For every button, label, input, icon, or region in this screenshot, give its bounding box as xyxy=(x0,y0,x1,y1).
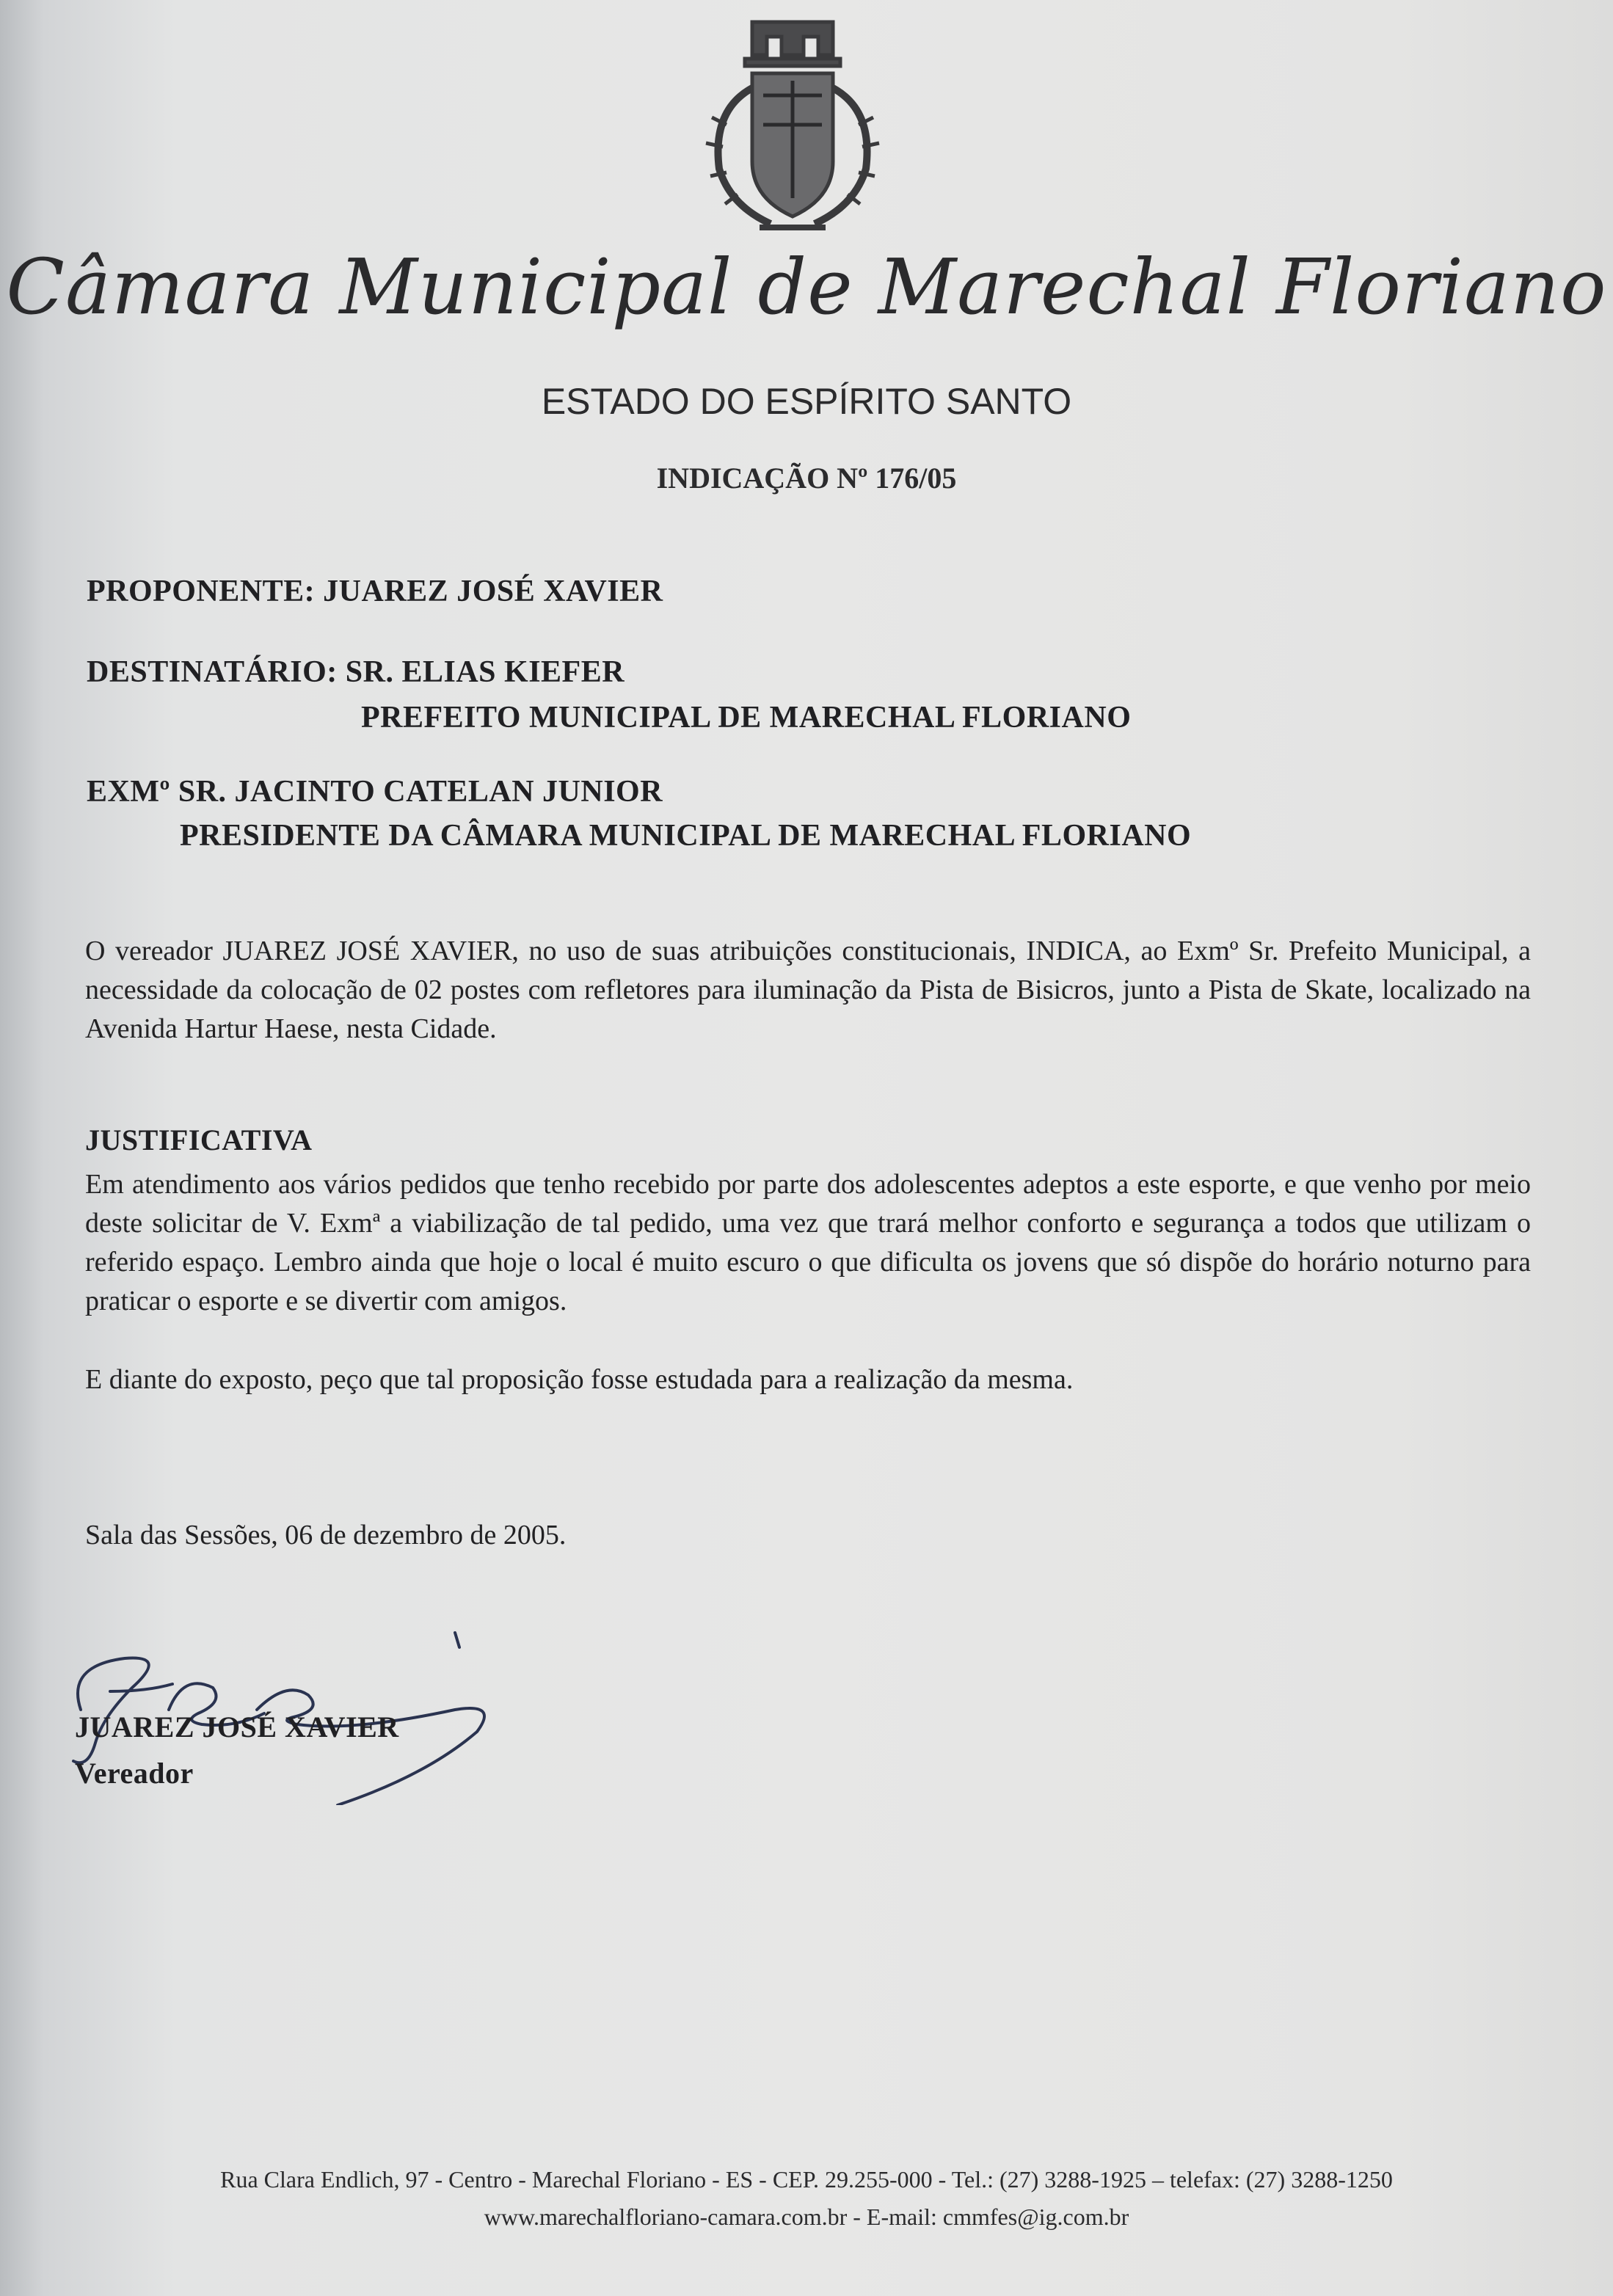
addressee-line: EXMº SR. JACINTO CATELAN JUNIOR xyxy=(87,775,663,809)
recipient-line: DESTINATÁRIO: SR. ELIAS KIEFER xyxy=(87,655,625,689)
footer-web: www.marechalfloriano-camara.com.br - E-mail: cmmfes@ig.com.br xyxy=(484,2204,1129,2230)
indication-text: O vereador JUAREZ JOSÉ XAVIER, no uso de suas atribuições constitucionais, INDICA, ao Exmº Sr. Prefeito Municipal, a necessidade da colocação de 02 postes com refletores para iluminação da Pista de Bisicros, junto a Pista de Skate, localizado na Avenida Hartur Haese, nesta Cidade. xyxy=(85,936,1531,1044)
addressee-title: PRESIDENTE DA CÂMARA MUNICIPAL DE MARECHAL FLORIANO xyxy=(180,819,1192,853)
document-number: INDICAÇÃO Nº 176/05 xyxy=(656,462,957,495)
indication-paragraph xyxy=(85,932,1531,1049)
coat-of-arms-icon xyxy=(682,15,903,249)
closing-line: E diante do exposto, peço que tal proposição fosse estudada para a realização da mesma. xyxy=(85,1364,1074,1395)
proponent-line: PROPONENTE: JUAREZ JOSÉ XAVIER xyxy=(87,575,663,608)
recipient-title: PREFEITO MUNICIPAL DE MARECHAL FLORIANO xyxy=(361,701,1132,735)
justification-body xyxy=(85,1165,1531,1321)
institution-title: Câmara Municipal de Marechal Floriano xyxy=(6,242,1607,332)
state-subtitle: ESTADO DO ESPÍRITO SANTO xyxy=(541,381,1072,422)
justification-text: Em atendimento aos vários pedidos que tenho recebido por parte dos adolescentes adeptos a este esporte, e que venho por meio deste solicitar de V. Exmª a viabilização de tal pedido, uma vez que trará melhor conforto e segurança a todos que utilizam o referido espaço. Lembro ainda que hoje o local é muito escuro o que dificulta os jovens que só dispõe do horário noturno para praticar o esporte e se divertir com amigos. xyxy=(85,1169,1531,1316)
footer-address: Rua Clara Endlich, 97 - Centro - Marechal Floriano - ES - CEP. 29.255-000 - Tel.: (27) 3288-1925 – telefax: (27) 3288-1250 xyxy=(220,2166,1393,2193)
signatory-role: Vereador xyxy=(75,1757,194,1790)
date-line: Sala das Sessões, 06 de dezembro de 2005. xyxy=(85,1520,567,1550)
signatory-name: JUAREZ JOSÉ XAVIER xyxy=(75,1710,399,1743)
justification-heading: JUSTIFICATIVA xyxy=(85,1123,313,1156)
